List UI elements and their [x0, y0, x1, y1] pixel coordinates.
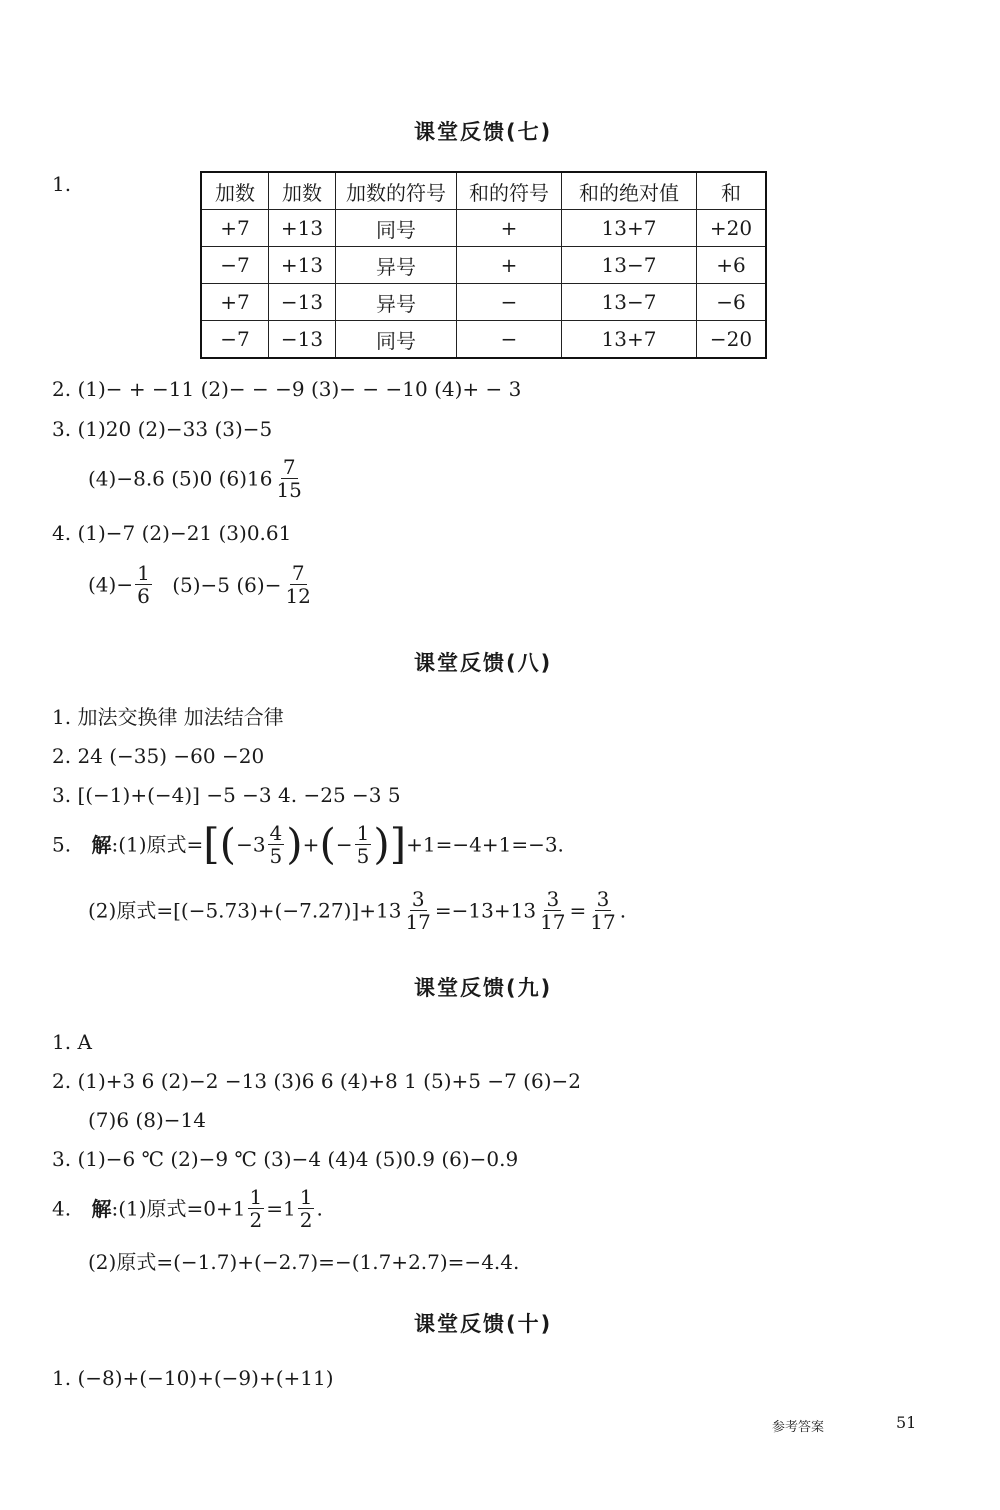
answer-text: +: [302, 832, 320, 857]
answer-line: 2. (1)+3 6 (2)−2 −13 (3)6 6 (4)+8 1 (5)+5 −7 (6)−2: [52, 1069, 581, 1093]
fraction-numerator: 7: [291, 561, 305, 585]
answer-text: =−13+13: [434, 898, 537, 923]
table-row: [201, 247, 766, 284]
fraction: [283, 562, 312, 607]
answer-text: .: [619, 898, 627, 923]
fraction-denominator: 2: [299, 1208, 313, 1232]
table-row: [201, 210, 766, 247]
answer-line: 1. (−8)+(−10)+(−9)+(+11): [52, 1366, 334, 1390]
table-cell: −6: [697, 284, 767, 321]
answer-text: :(1)原式=: [111, 832, 204, 857]
question-number: 1.: [52, 172, 72, 196]
fraction-denominator: 17: [540, 910, 566, 934]
answer-text: −3: [236, 832, 266, 857]
answer-table: [200, 171, 767, 359]
fraction: [268, 822, 285, 867]
answer-text: =1: [266, 1196, 296, 1221]
table-header-row: [201, 172, 766, 210]
answer-text: (2)原式=[(−5.73)+(−7.27)]+13: [88, 898, 402, 923]
bracket-open: [: [203, 819, 220, 869]
fraction-numerator: 4: [269, 821, 283, 845]
fraction-numerator: 1: [249, 1185, 263, 1209]
answer-line: 2. (1)− + −11 (2)− − −9 (3)− − −10 (4)+ − 3: [52, 377, 522, 401]
answer-line: [88, 456, 306, 501]
answer-line: [88, 888, 626, 933]
table-cell: −13: [269, 321, 336, 359]
table-header: 加数: [269, 172, 336, 210]
table-cell: −20: [697, 321, 767, 359]
table-cell: +13: [269, 247, 336, 284]
table-cell: +: [457, 247, 562, 284]
table-header: 和的符号: [457, 172, 562, 210]
paren-close: ): [373, 819, 390, 869]
table-cell: −13: [269, 284, 336, 321]
section-title-10: 课堂反馈(十): [414, 1312, 553, 1336]
fraction-numerator: 1: [356, 821, 370, 845]
fraction-denominator: 5: [269, 844, 283, 868]
footer-label: 参考答案: [772, 1420, 825, 1435]
answer-line: 3. (1)20 (2)−33 (3)−5: [52, 417, 273, 441]
table-cell: 13+7: [562, 210, 697, 247]
table-header: 加数的符号: [336, 172, 457, 210]
answer-line: 2. 24 (−35) −60 −20: [52, 744, 265, 768]
section-title-7: 课堂反馈(七): [414, 120, 553, 144]
table-header: 和: [697, 172, 767, 210]
fraction-numerator: 1: [299, 1185, 313, 1209]
table-cell: 异号: [336, 284, 457, 321]
table-row: [201, 284, 766, 321]
answer-text: .: [316, 1196, 323, 1221]
table-cell: +13: [269, 210, 336, 247]
answer-text: −: [335, 832, 353, 857]
section-title-9: 课堂反馈(九): [414, 976, 553, 1000]
fraction: [135, 562, 152, 607]
answer-line: 3. (1)−6 ℃ (2)−9 ℃ (3)−4 (4)4 (5)0.9 (6)−0.9: [52, 1147, 519, 1171]
answer-text: :(1)原式=0+1: [111, 1196, 246, 1221]
fraction: [403, 888, 432, 933]
table-cell: −: [457, 284, 562, 321]
fraction-denominator: 17: [405, 910, 431, 934]
table-cell: +7: [201, 210, 269, 247]
answer-line: [88, 562, 315, 607]
fraction-denominator: 6: [137, 584, 150, 608]
answer-line: 3. [(−1)+(−4)] −5 −3 4. −25 −3 5: [52, 783, 401, 807]
answer-text: (4)−: [88, 572, 134, 597]
fraction-denominator: 15: [276, 478, 302, 502]
fraction: [274, 456, 303, 501]
table-cell: +20: [697, 210, 767, 247]
fraction: [538, 888, 567, 933]
table-cell: +6: [697, 247, 767, 284]
table-cell: −: [457, 321, 562, 359]
fraction-numerator: 3: [546, 887, 560, 911]
answer-line: 1. 加法交换律 加法结合律: [52, 705, 284, 729]
answer-line: [52, 819, 564, 869]
table-cell: 异号: [336, 247, 457, 284]
fraction: [248, 1186, 265, 1231]
fraction-denominator: 12: [285, 584, 311, 608]
table-header: 和的绝对值: [562, 172, 697, 210]
question-number: 4.: [52, 1196, 72, 1221]
table-cell: +: [457, 210, 562, 247]
answer-line: (7)6 (8)−14: [88, 1108, 206, 1132]
section-title-8: 课堂反馈(八): [414, 651, 553, 675]
table-cell: −7: [201, 247, 269, 284]
answer-line: (2)原式=(−1.7)+(−2.7)=−(1.7+2.7)=−4.4.: [88, 1250, 520, 1274]
fraction-numerator: 1: [137, 561, 150, 585]
answer-text: =: [569, 898, 587, 923]
solution-label: 解: [91, 1196, 112, 1221]
fraction-denominator: 2: [249, 1208, 263, 1232]
table-cell: 同号: [336, 210, 457, 247]
page-number: 51: [896, 1413, 917, 1432]
table-row: [201, 321, 766, 359]
fraction-denominator: 5: [356, 844, 370, 868]
question-number: 5.: [52, 832, 72, 857]
fraction: [355, 822, 372, 867]
table-cell: +7: [201, 284, 269, 321]
table-cell: 13−7: [562, 284, 697, 321]
table-cell: 同号: [336, 321, 457, 359]
bracket-close: ]: [389, 819, 407, 869]
fraction: [588, 888, 617, 933]
answer-text: (5)−5 (6)−: [172, 572, 282, 597]
fraction-numerator: 3: [411, 887, 425, 911]
fraction-numerator: 7: [282, 455, 296, 479]
paren-open: (: [319, 819, 336, 869]
answer-text: +1=−4+1=−3.: [406, 832, 564, 857]
table-cell: 13+7: [562, 321, 697, 359]
answer-line: 1. A: [52, 1030, 92, 1054]
answer-text: (4)−8.6 (5)0 (6)16: [88, 466, 273, 491]
answer-line: 4. (1)−7 (2)−21 (3)0.61: [52, 521, 292, 545]
fraction-numerator: 3: [596, 887, 610, 911]
paren-close: ): [286, 819, 303, 869]
answer-line: [52, 1186, 323, 1231]
solution-label: 解: [91, 832, 112, 857]
table-cell: 13−7: [562, 247, 697, 284]
table-cell: −7: [201, 321, 269, 359]
fraction-denominator: 17: [590, 910, 616, 934]
fraction: [298, 1186, 315, 1231]
table-header: 加数: [201, 172, 269, 210]
paren-open: (: [219, 819, 237, 869]
